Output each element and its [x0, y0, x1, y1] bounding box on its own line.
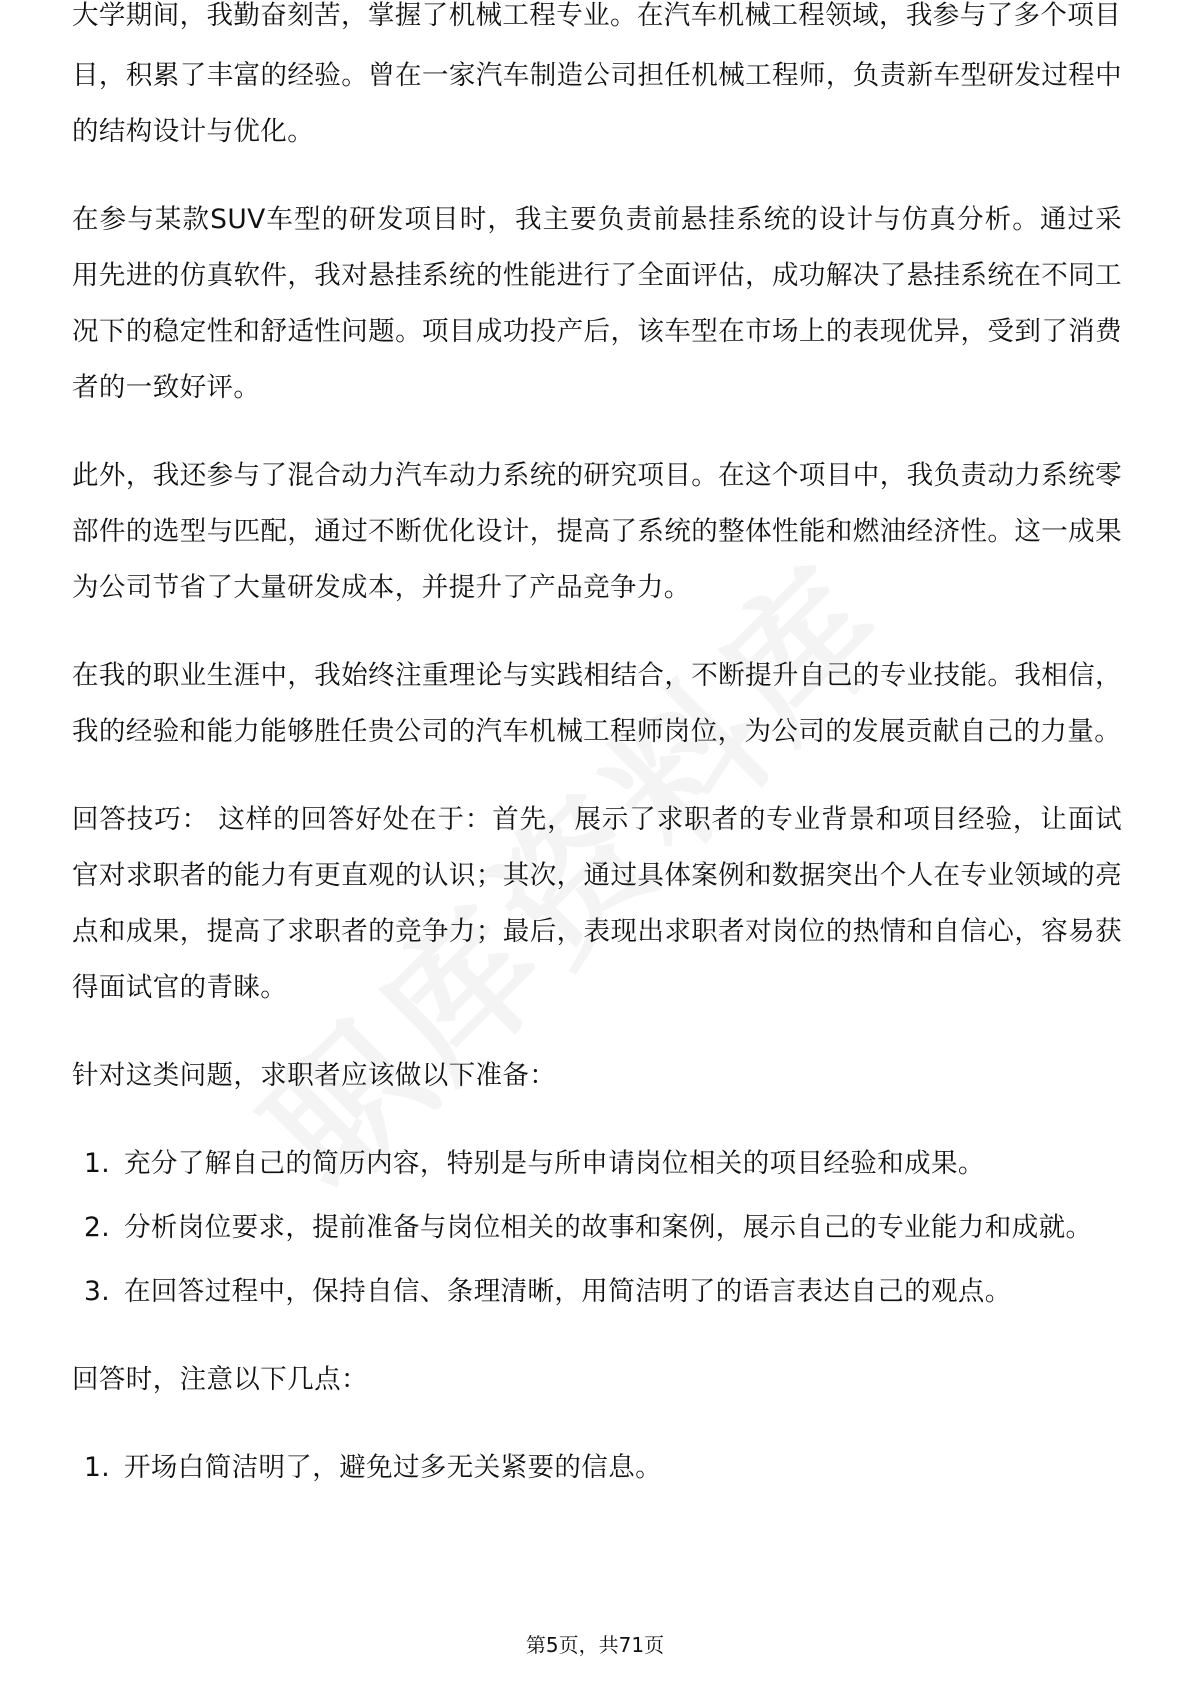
list-text: 充分了解自己的简历内容，特别是与所申请岗位相关的项目经验和成果。: [124, 1148, 985, 1179]
paragraph-hybrid-project: 此外，我还参与了混合动力汽车动力系统的研究项目。在这个项目中，我负责动力系统零部件的选型与匹配，通过不断优化设计，提高了系统的整体性能和燃油经济性。这一成果为公司节省了大量研发成本，并提升了产品竞争力。: [72, 460, 1122, 603]
page-number-footer: 第5页，共71页: [525, 1633, 665, 1657]
list-text: 在回答过程中，保持自信、条理清晰，用简洁明了的语言表达自己的观点。: [124, 1276, 1012, 1307]
paragraph-suv-project: 在参与某款SUV车型的研发项目时，我主要负责前悬挂系统的设计与仿真分析。通过采用先进的仿真软件，我对悬挂系统的性能进行了全面评估，成功解决了悬挂系统在不同工况下的稳定性和舒适性问题。项目成功投产后，该车型在市场上的表现优异，受到了消费者的一致好评。: [72, 204, 1122, 403]
prep-list: [72, 1136, 1122, 1320]
list-number: 1.: [84, 1452, 111, 1483]
list-number: 3.: [84, 1276, 111, 1307]
list-text: 分析岗位要求，提前准备与岗位相关的故事和案例，展示自己的专业能力和成就。: [124, 1212, 1093, 1243]
list-item: [72, 1440, 1122, 1496]
list-text: 开场白简洁明了，避免过多无关紧要的信息。: [124, 1452, 662, 1483]
paragraph-cutoff: 大学期间，我勤奋刻苦，掌握了机械工程专业。在汽车机械工程领域，我参与了多个项目: [72, 0, 1122, 31]
page-content: [72, 0, 1122, 1528]
paragraph-experience: 目，积累了丰富的经验。曾在一家汽车制造公司担任机械工程师，负责新车型研发过程中的结构设计与优化。: [72, 60, 1122, 147]
list-item: [72, 1200, 1122, 1256]
list-item: [72, 1264, 1122, 1320]
paragraph-answer-tips: 回答技巧： 这样的回答好处在于：首先，展示了求职者的专业背景和项目经验，让面试官对求职者的能力有更直观的认识；其次，通过具体案例和数据突出个人在专业领域的亮点和成果，提高了求职者的竞争力；最后，表现出求职者对岗位的热情和自信心，容易获得面试官的青睐。: [72, 804, 1122, 1003]
paragraph-prep-heading: 针对这类问题，求职者应该做以下准备：: [72, 1060, 557, 1091]
notes-list: [72, 1440, 1122, 1496]
list-item: [72, 1136, 1122, 1192]
cutoff-top-line: [72, 0, 1122, 44]
paragraph-notes-heading: 回答时，注意以下几点：: [72, 1364, 368, 1395]
list-number: 1.: [84, 1148, 111, 1179]
paragraph-career: 在我的职业生涯中，我始终注重理论与实践相结合，不断提升自己的专业技能。我相信，我的经验和能力能够胜任贵公司的汽车机械工程师岗位，为公司的发展贡献自己的力量。: [72, 660, 1122, 747]
list-number: 2.: [84, 1212, 111, 1243]
